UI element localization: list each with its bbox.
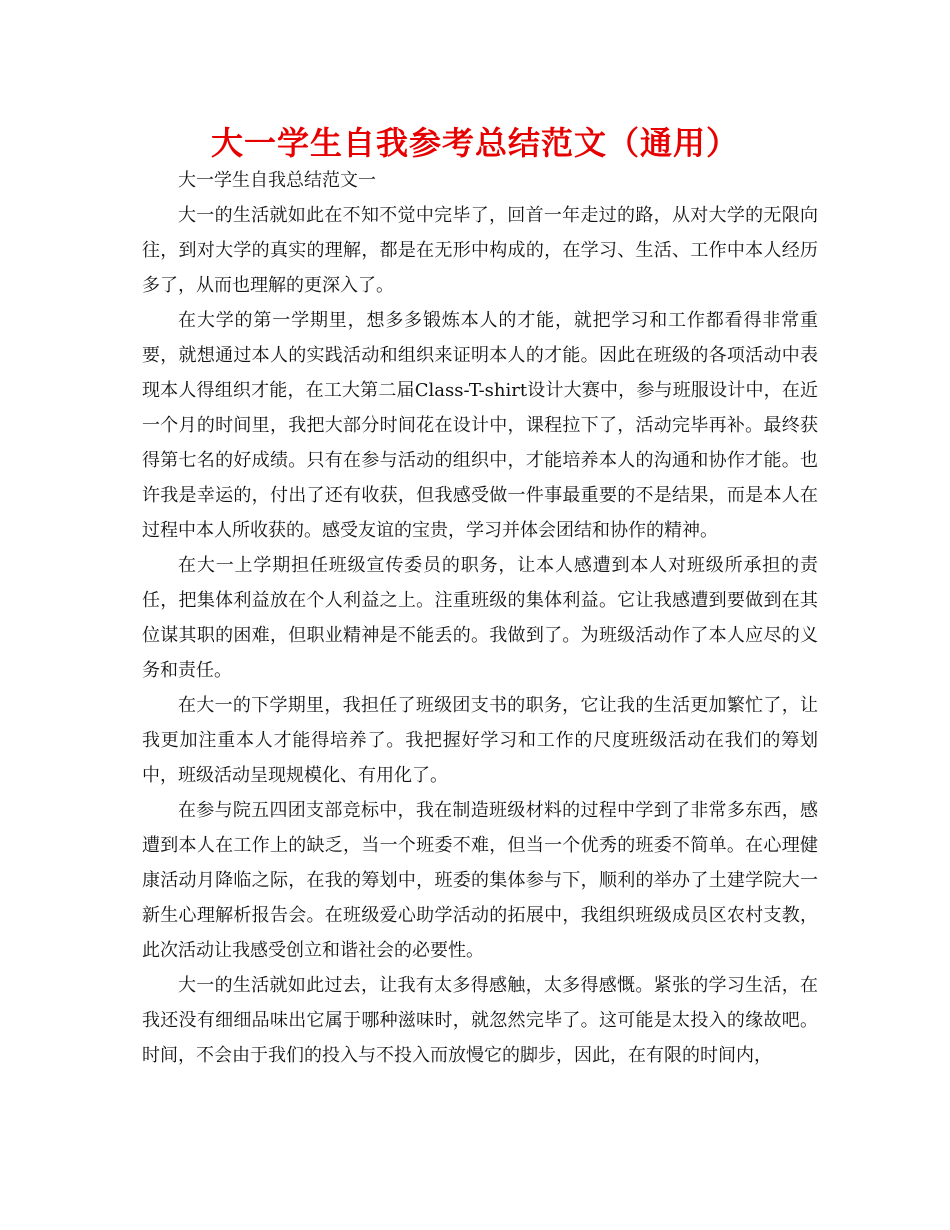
body-paragraph: 大一的生活就如此在不知不觉中完毕了，回首一年走过的路，从对大学的无限向往，到对大学的真实的理解，都是在无形中构成的，在学习、生活、工作中本人经历多了，从而也理解的更深入了。 xyxy=(142,205,818,296)
document-title: 大一学生自我参考总结范文（通用） xyxy=(210,124,739,162)
document-body xyxy=(142,163,818,1073)
section-heading: 大一学生自我总结范文一 xyxy=(178,170,376,191)
body-paragraph: 在参与院五四团支部竞标中，我在制造班级材料的过程中学到了非常多东西，感遭到本人在工作上的缺乏，当一个班委不难，但当一个优秀的班委不简单。在心理健康活动月降临之际，在我的筹划中，班委的集体参与下，顺利的举办了土建学院大一新生心理解析报告会。在班级爱心助学活动的拓展中，我组织班级成员区农村支教，此次活动让我感受创立和谐社会的必要性。 xyxy=(142,800,818,961)
body-paragraph: 大一的生活就如此过去，让我有太多得感触，太多得感慨。紧张的学习生活，在我还没有细细品味出它属于哪种滋味时，就忽然完毕了。这可能是太投入的缘故吧。时间，不会由于我们的投入与不投入而放慢它的脚步，因此，在有限的时间内， xyxy=(142,975,818,1066)
body-paragraph: 在大一的下学期里，我担任了班级团支书的职务，它让我的生活更加繁忙了，让我更加注重本人才能得培养了。我把握好学习和工作的尺度班级活动在我们的筹划中，班级活动呈现规模化、有用化了。 xyxy=(142,695,818,786)
body-paragraph: 在大一上学期担任班级宣传委员的职务，让本人感遭到本人对班级所承担的责任，把集体利益放在个人利益之上。注重班级的集体利益。它让我感遭到要做到在其位谋其职的困难，但职业精神是不能丢的。我做到了。为班级活动作了本人应尽的义务和责任。 xyxy=(142,555,818,681)
body-paragraph: 在大学的第一学期里，想多多锻炼本人的才能，就把学习和工作都看得非常重要，就想通过本人的实践活动和组织来证明本人的才能。因此在班级的各项活动中表现本人得组织才能，在工大第二届Class-T-shirt设计大赛中，参与班服设计中，在近一个月的时间里，我把大部分时间花在设计中，课程拉下了，活动完毕再补。最终获得第七名的好成绩。只有在参与活动的组织中，才能培养本人的沟通和协作才能。也许我是幸运的，付出了还有收获，但我感受做一件事最重要的不是结果，而是本人在过程中本人所收获的。感受友谊的宝贵，学习并体会团结和协作的精神。 xyxy=(142,310,818,541)
